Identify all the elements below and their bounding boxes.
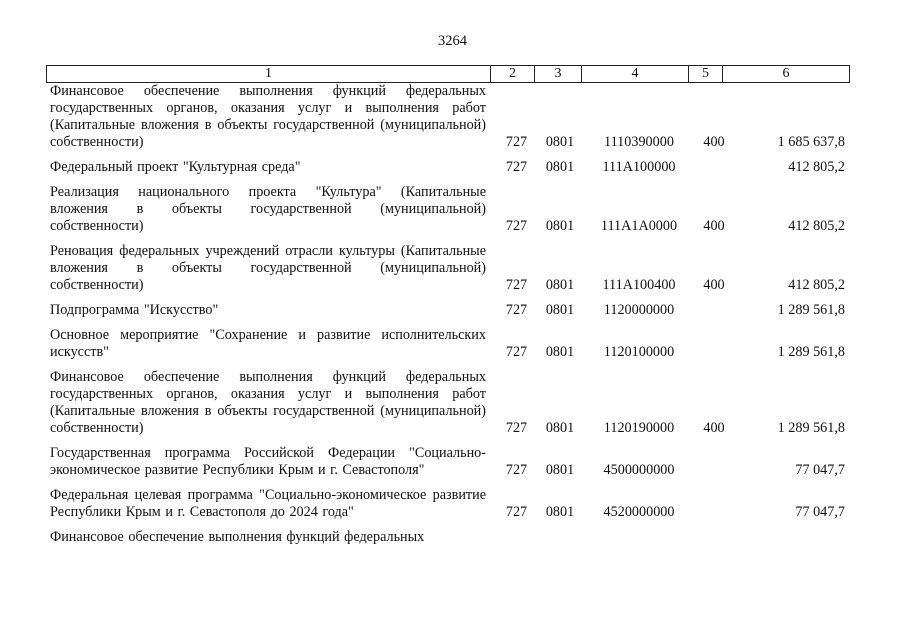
row-amount: 412 805,2 [788,277,845,293]
row-ministry-code: 727 [505,159,528,175]
header-col-5: 5 [688,66,722,82]
row-description: Федеральный проект "Культурная среда" [50,159,301,175]
row-description: Реновация федеральных учреждений отрасли культуры (Капитальные вложения в объекты государственной (муниципальной) собственности) [50,243,486,293]
row-amount: 1 685 637,8 [777,134,845,150]
row-amount: 77 047,7 [795,462,845,478]
row-target-code: 111A100000 [602,159,676,175]
row-expense-type: 400 [703,277,725,293]
row-description: Государственная программа Российской Федерации "Социально-экономическое развитие Республики Крым и г. Севастополя" [50,445,486,478]
row-target-code: 4520000000 [603,504,675,520]
row-description: Финансовое обеспечение выполнения функций федеральных государственных органов, оказания услуг и выполнения работ (Капитальные вложения в объекты государственной (муниципальной) собственности) [50,83,486,150]
table-row [50,487,845,521]
row-amount: 1 289 561,8 [777,344,845,360]
row-section-code: 0801 [545,504,575,520]
row-target-code: 111A100400 [602,277,676,293]
row-ministry-code: 727 [505,420,528,436]
row-section-code: 0801 [545,218,575,234]
row-description: Финансовое обеспечение выполнения функций федеральных государственных органов, оказания услуг и выполнения работ (Капитальные вложения в объекты государственной (муниципальной) собственности) [50,369,486,436]
row-expense-type: 400 [703,420,725,436]
row-section-code: 0801 [545,344,575,360]
row-section-code: 0801 [545,420,575,436]
row-ministry-code: 727 [505,302,528,318]
row-target-code: 111A1A0000 [600,218,678,234]
row-target-code: 1120190000 [603,420,675,436]
row-ministry-code: 727 [505,277,528,293]
row-section-code: 0801 [545,277,575,293]
table-row [50,529,845,546]
row-ministry-code: 727 [505,462,528,478]
table-row [50,184,845,235]
row-ministry-code: 727 [505,134,528,150]
row-ministry-code: 727 [505,218,528,234]
page-number: 3264 [438,33,467,49]
table-row [50,83,845,151]
row-section-code: 0801 [545,159,575,175]
row-amount: 412 805,2 [788,159,845,175]
table-body [50,83,845,554]
table-row [50,369,845,437]
row-description: Подпрограмма "Искусство" [50,302,219,318]
row-description: Федеральная целевая программа "Социально-экономическое развитие Республики Крым и г. Севастополя до 2024 года" [50,487,486,520]
row-amount: 1 289 561,8 [777,302,845,318]
row-target-code: 1110390000 [604,134,674,150]
row-target-code: 1120000000 [603,302,675,318]
row-section-code: 0801 [545,302,575,318]
row-amount: 412 805,2 [788,218,845,234]
row-target-code: 4500000000 [603,462,675,478]
row-ministry-code: 727 [505,504,528,520]
row-amount: 1 289 561,8 [777,420,845,436]
table-row [50,159,845,176]
header-col-4: 4 [581,66,688,82]
row-description: Реализация национального проекта "Культура" (Капитальные вложения в объекты государственной (муниципальной) собственности) [50,184,486,234]
row-section-code: 0801 [545,134,575,150]
header-col-1: 1 [265,66,272,81]
table-header [46,65,850,83]
table-row [50,243,845,294]
row-section-code: 0801 [545,462,575,478]
row-ministry-code: 727 [505,344,528,360]
header-col-3: 3 [534,66,581,82]
table-row [50,445,845,479]
row-amount: 77 047,7 [795,504,845,520]
table-row [50,302,845,319]
row-description: Финансовое обеспечение выполнения функций федеральных [50,529,425,545]
row-expense-type: 400 [703,134,725,150]
row-expense-type: 400 [703,218,725,234]
row-target-code: 1120100000 [603,344,675,360]
row-description: Основное мероприятие "Сохранение и развитие исполнительских искусств" [50,327,486,360]
header-col-2: 2 [490,66,534,82]
table-row [50,327,845,361]
header-col-6: 6 [722,66,849,82]
